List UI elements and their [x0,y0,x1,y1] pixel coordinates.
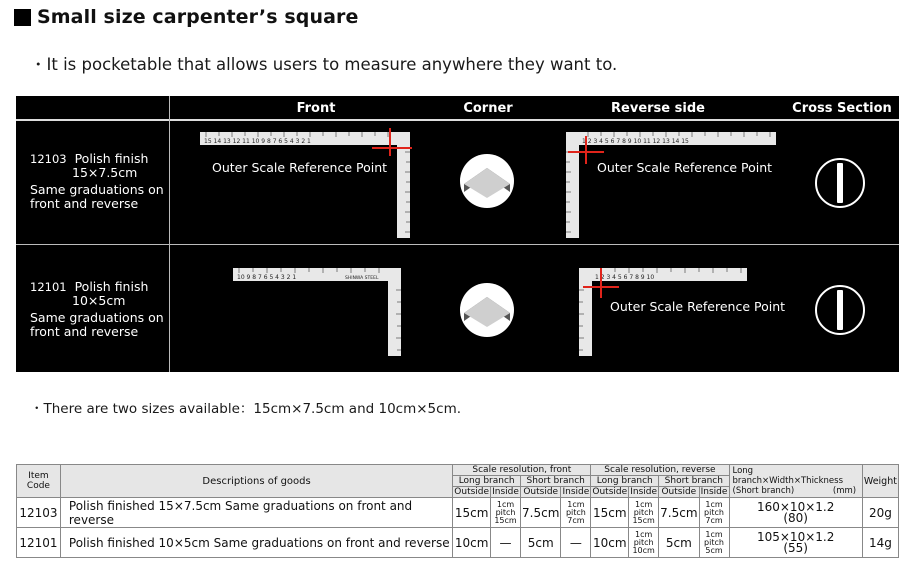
th-out: Outside [454,487,490,497]
sizes-note: ・There are two sizes available：15cm×7.5cm and 10cm×5cm. [30,401,462,417]
row1-cross-section-bar [837,163,843,203]
th-in: Inside [700,487,728,497]
th-dims-unit: (mm) [832,486,857,496]
section-heading [14,6,358,28]
row1-front-ruler-marks: 15 14 13 12 11 10 9 8 7 6 5 4 3 2 1 [204,138,311,145]
product-panel [16,96,899,372]
row1-corner-image [460,154,514,208]
th-description: Descriptions of goods [60,465,452,498]
cell-code: 12101 [17,528,61,558]
panel-divider [169,96,170,372]
row2-grad2: front and reverse [30,324,139,339]
cell-r-short-in: 1cm pitch 7cm [699,498,729,528]
cell-f-short-in: — [561,528,591,558]
th-scale-reverse: Scale resolution, reverse [591,465,729,476]
table-row [17,498,899,528]
th-front-long: Long branch [453,476,521,487]
panel-row-divider [16,244,899,245]
row2-front-ruler [233,268,403,358]
th-front-short: Short branch [521,476,591,487]
col-head-reverse: Reverse side [611,101,705,116]
intro-text: ・It is pocketable that allows users to measure anywhere they want to. [30,55,618,74]
row2-reverse-ruler-marks: 1 2 3 4 5 6 7 8 9 10 [595,274,655,281]
row2-reverse-callout: Outer Scale Reference Point [610,299,786,314]
row1-reverse-callout: Outer Scale Reference Point [597,160,773,175]
cell-r-long-in: 1cm pitch 10cm [629,528,659,558]
row1-reverse-ruler [566,132,778,238]
spec-table [16,464,899,558]
row2-grad1: Same graduations on [30,310,164,325]
row2-size: 10×5cm [72,293,126,308]
cell-dims: 160×10×1.2 (80) [729,498,862,528]
row1-reverse-ruler-marks: 1 2 3 4 5 6 7 8 9 10 11 12 13 14 15 [582,138,689,145]
square-bullet-icon [14,9,31,26]
cell-desc: Polish finished 15×7.5cm Same graduations on front and reverse [60,498,452,528]
th-dims [729,465,862,498]
heading-text: Small size carpenter’s square [37,6,359,28]
cell-r-long-out: 10cm [591,528,629,558]
th-weight: Weight [862,465,898,498]
row1-cross-section [815,158,865,208]
row1-size: 15×7.5cm [72,165,138,180]
th-out: Outside [521,487,561,498]
th-out: Outside [592,487,628,497]
row1-grad2: front and reverse [30,196,139,211]
cell-weight: 20g [862,498,898,528]
cell-f-short-out: 5cm [521,528,561,558]
cell-f-long-in: 1cm pitch 15cm [491,498,521,528]
th-reverse-long: Long branch [591,476,659,487]
row1-grad1: Same graduations on [30,182,164,197]
cell-r-long-out: 15cm [591,498,629,528]
cell-f-short-out: 7.5cm [521,498,561,528]
th-out: Outside [659,487,699,498]
row2-cross-section [815,285,865,335]
row1-description [30,152,164,211]
col-head-cross-section: Cross Section [792,101,892,116]
row2-cross-section-bar [837,290,843,330]
th-item-code: Item Code [17,465,61,498]
cell-r-short-in: 1cm pitch 5cm [699,528,729,558]
cell-f-long-out: 10cm [453,528,491,558]
table-row [17,528,899,558]
row2-code: 12101 [30,280,67,294]
cell-weight: 14g [862,528,898,558]
th-in: Inside [492,487,519,497]
row1-front-ruler [200,132,412,238]
row2-corner-image [460,283,514,337]
row1-code: 12103 [30,152,67,166]
col-head-front: Front [296,101,336,116]
cell-f-long-in: — [491,528,521,558]
th-scale-front: Scale resolution, front [453,465,591,476]
th-in: Inside [562,487,590,497]
col-head-corner: Corner [463,101,513,116]
cell-dims: 105×10×1.2 (55) [729,528,862,558]
th-dims-sub: (Short branch) [732,486,795,496]
th-dims-title: Long branch×Width×Thickness [732,466,843,486]
cell-f-short-in: 1cm pitch 7cm [561,498,591,528]
cell-code: 12103 [17,498,61,528]
th-reverse-short: Short branch [659,476,729,487]
cell-r-long-in: 1cm pitch 15cm [629,498,659,528]
row1-finish: Polish finish [74,151,149,166]
row1-front-callout: Outer Scale Reference Point [212,160,388,175]
cell-f-long-out: 15cm [453,498,491,528]
row2-corner-diagram [460,283,514,337]
cell-r-short-out: 5cm [659,528,699,558]
row2-front-ruler-marks: 10 9 8 7 6 5 4 3 2 1 [237,274,297,281]
cell-r-short-out: 7.5cm [659,498,699,528]
row2-finish: Polish finish [74,279,149,294]
row1-corner-diagram [460,154,514,208]
row2-description [30,280,164,339]
th-in: Inside [630,487,658,497]
row2-front-brand: SHINWA STEEL [345,276,379,281]
cell-desc: Polish finished 10×5cm Same graduations on front and reverse [60,528,452,558]
